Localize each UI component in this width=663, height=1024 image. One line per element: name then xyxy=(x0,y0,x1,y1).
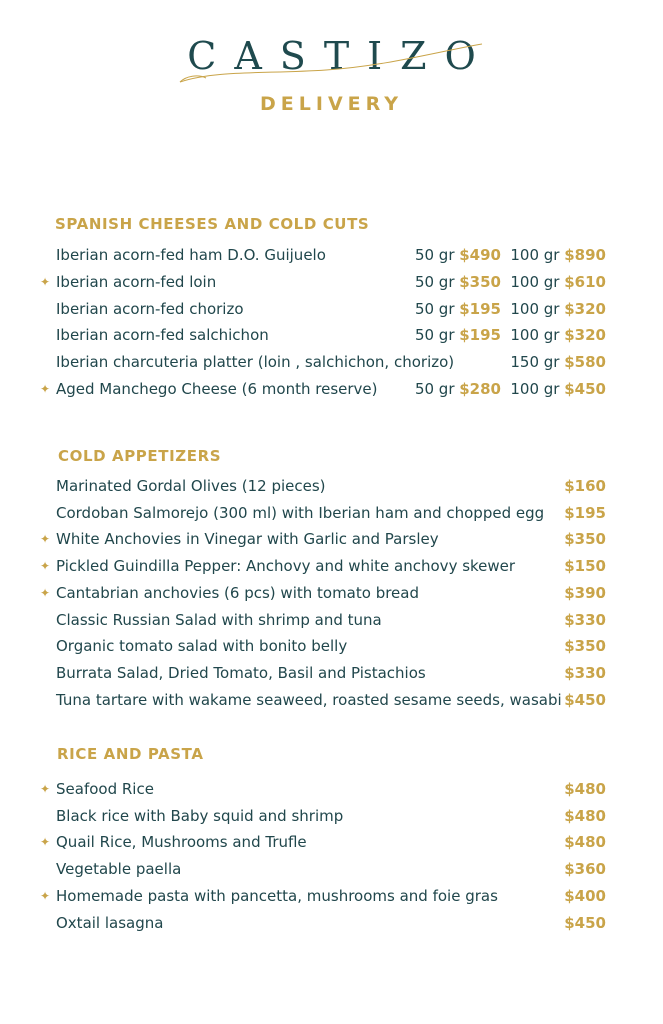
item-price: $450 xyxy=(564,913,606,932)
portion-size: 50 gr xyxy=(414,299,460,318)
item-name: Seafood Rice xyxy=(56,780,154,798)
sparkle-icon: ✦ xyxy=(40,274,51,289)
portion-price: $320 xyxy=(564,326,606,345)
menu-item xyxy=(0,829,663,855)
price-small xyxy=(415,242,501,268)
item-name: Cantabrian anchovies (6 pcs) with tomato bread xyxy=(56,583,420,602)
portion-size: 100 gr xyxy=(510,246,565,264)
portion-size: 50 gr xyxy=(414,272,460,291)
price-small xyxy=(415,296,501,322)
item-price: $350 xyxy=(564,530,606,549)
item-name: Classic Russian Salad with shrimp and tuna xyxy=(56,610,382,629)
item-name: Iberian charcuteria platter (loin , salchichon, chorizo) xyxy=(56,353,455,372)
item-price: $195 xyxy=(564,503,606,522)
sparkle-icon: ✦ xyxy=(40,585,51,600)
menu-item xyxy=(0,910,663,936)
portion-price: $320 xyxy=(564,299,606,318)
item-price: $400 xyxy=(564,886,606,905)
price-large xyxy=(510,322,606,348)
portion-price: $580 xyxy=(564,353,606,372)
item-name: Aged Manchego Cheese (6 month reserve) xyxy=(56,380,378,398)
item-price: $150 xyxy=(564,557,606,576)
item-name: Iberian acorn-fed chorizo xyxy=(56,299,244,318)
section-title: COLD APPETIZERS xyxy=(58,447,222,465)
item-price: $350 xyxy=(564,637,606,656)
item-price: $330 xyxy=(564,610,606,629)
menu-item xyxy=(0,776,663,802)
menu-item xyxy=(0,883,663,909)
item-price: $160 xyxy=(564,477,606,495)
price-large xyxy=(510,242,606,268)
portion-price: $195 xyxy=(459,299,501,318)
portion-price: $350 xyxy=(459,272,501,291)
menu-item xyxy=(0,322,663,348)
menu-item xyxy=(0,607,663,633)
price-small xyxy=(415,376,501,402)
item-name: Marinated Gordal Olives (12 pieces) xyxy=(56,477,326,495)
price-large xyxy=(510,349,606,375)
brand-logo xyxy=(0,34,663,78)
item-price: $480 xyxy=(564,806,606,825)
portion-size: 50 gr xyxy=(414,380,460,398)
menu-item xyxy=(0,376,663,402)
item-price: $330 xyxy=(564,663,606,682)
item-price: $480 xyxy=(564,833,606,852)
sparkle-icon: ✦ xyxy=(40,559,51,574)
sparkle-icon: ✦ xyxy=(40,888,51,903)
menu-item xyxy=(0,242,663,268)
sparkle-icon: ✦ xyxy=(40,835,51,850)
menu-item xyxy=(0,500,663,526)
price-large xyxy=(510,376,606,402)
section-title: RICE AND PASTA xyxy=(57,745,204,763)
price-large xyxy=(510,296,606,322)
menu-item xyxy=(0,296,663,322)
portion-price: $450 xyxy=(564,380,606,398)
item-name: Iberian acorn-fed salchichon xyxy=(56,326,269,345)
item-name: Oxtail lasagna xyxy=(56,913,164,932)
brand-subtitle: DELIVERY xyxy=(260,93,403,115)
item-name: Tuna tartare with wakame seaweed, roasted sesame seeds, wasabi xyxy=(56,690,562,709)
portion-price: $490 xyxy=(459,246,501,264)
portion-size: 50 gr xyxy=(414,246,460,264)
portion-size: 50 gr xyxy=(414,326,460,345)
item-name: Iberian acorn-fed ham D.O. Guijuelo xyxy=(56,246,326,264)
item-name: Vegetable paella xyxy=(56,860,182,879)
menu-item xyxy=(0,633,663,659)
item-name: Homemade pasta with pancetta, mushrooms and foie gras xyxy=(56,886,498,905)
portion-size: 100 gr xyxy=(510,272,565,291)
item-price: $390 xyxy=(564,583,606,602)
portion-size: 100 gr xyxy=(510,380,565,398)
sparkle-icon: ✦ xyxy=(40,382,51,396)
item-price: $480 xyxy=(564,780,606,798)
menu-item xyxy=(0,660,663,686)
portion-size: 150 gr xyxy=(510,353,565,372)
price-small xyxy=(415,322,501,348)
price-large xyxy=(510,269,606,295)
item-name: Pickled Guindilla Pepper: Anchovy and white anchovy skewer xyxy=(56,557,516,576)
item-name: Iberian acorn-fed loin xyxy=(56,272,217,291)
menu-item xyxy=(0,526,663,552)
menu-item xyxy=(0,473,663,499)
portion-price: $195 xyxy=(459,326,501,345)
item-name: Organic tomato salad with bonito belly xyxy=(56,637,348,656)
item-name: Cordoban Salmorejo (300 ml) with Iberian ham and chopped egg xyxy=(56,503,545,522)
menu-item xyxy=(0,803,663,829)
portion-price: $280 xyxy=(459,380,501,398)
portion-size: 100 gr xyxy=(510,326,565,345)
menu-item xyxy=(0,349,663,375)
menu-item xyxy=(0,856,663,882)
portion-price: $610 xyxy=(564,272,606,291)
item-price: $450 xyxy=(564,690,606,709)
portion-size: 100 gr xyxy=(510,299,565,318)
price-small xyxy=(415,269,501,295)
menu-item xyxy=(0,553,663,579)
menu-item xyxy=(0,687,663,713)
section-title: SPANISH CHEESES AND COLD CUTS xyxy=(55,215,370,233)
item-name: Black rice with Baby squid and shrimp xyxy=(56,806,344,825)
item-price: $360 xyxy=(564,860,606,879)
sparkle-icon: ✦ xyxy=(40,532,51,547)
brand-name: CASTIZO xyxy=(187,34,494,78)
menu-item xyxy=(0,269,663,295)
portion-price: $890 xyxy=(564,246,606,264)
item-name: Burrata Salad, Dried Tomato, Basil and Pistachios xyxy=(56,663,426,682)
menu-item xyxy=(0,580,663,606)
item-name: White Anchovies in Vinegar with Garlic and Parsley xyxy=(56,530,439,549)
item-name: Quail Rice, Mushrooms and Trufle xyxy=(56,833,307,852)
sparkle-icon: ✦ xyxy=(40,782,51,796)
